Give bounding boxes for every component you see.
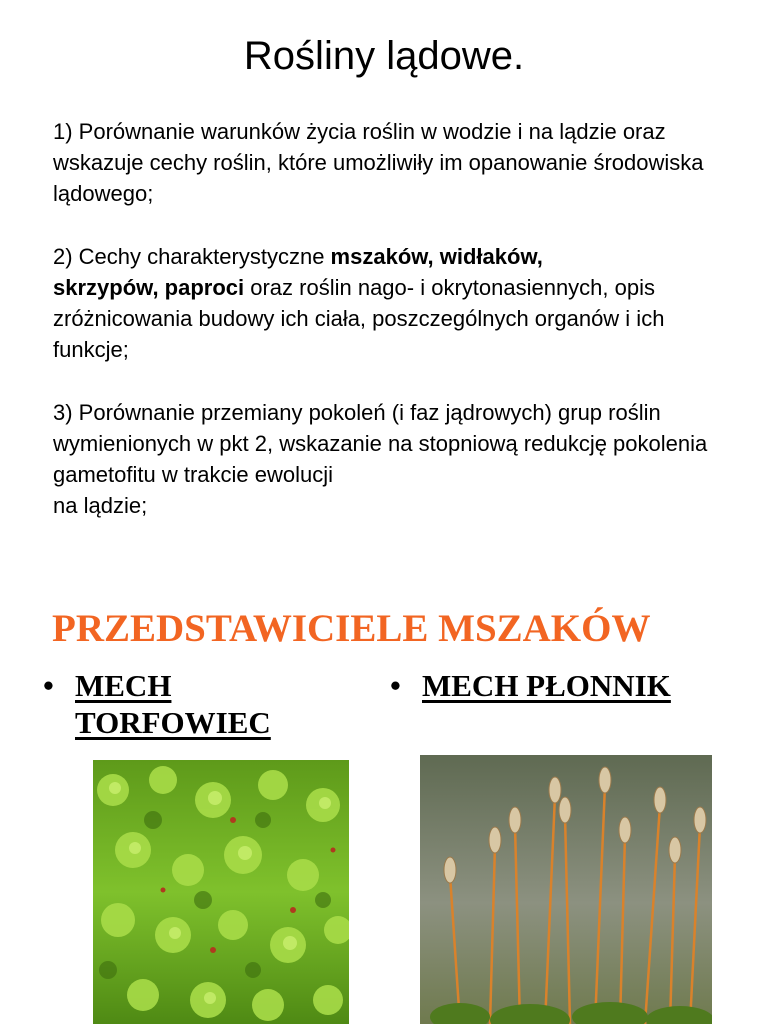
point-1 — [53, 116, 743, 209]
point-2-text-end: oraz roślin nago- i okrytonasiennych, opis zróżnicowania budowy ich ciała, poszczególnych organów i ich funkcje; — [53, 275, 665, 362]
polytrichum-moss-photo — [420, 755, 712, 1024]
bullet-torfowiec-label — [75, 667, 335, 741]
page-title: Rośliny lądowe. — [243, 34, 525, 78]
point-3 — [53, 397, 743, 521]
point-3-text: 3) Porównanie przemiany pokoleń (i faz jądrowych) grup roślin wymienionych w pkt 2, wskazanie na stopniową redukcję pokolenia gametofitu w trakcie ewolucji — [53, 400, 708, 487]
point-3-text-last: na lądzie; — [53, 493, 148, 518]
bullet-dot: • — [390, 668, 401, 703]
bullet-torfowiec-line1: MECH — [75, 668, 172, 703]
point-1-text: 1) Porównanie warunków życia roślin w wodzie i na lądzie oraz wskazuje cechy roślin, które umożliwiły im opanowanie środowiska lądowego; — [53, 119, 704, 206]
points-list — [53, 116, 743, 553]
sphagnum-moss-photo — [93, 760, 349, 1024]
bullet-plonnik-label: MECH PŁONNIK — [422, 668, 671, 703]
bullet-torfowiec-line2: TORFOWIEC — [75, 705, 271, 740]
bullet-dot: • — [43, 668, 54, 703]
point-2-bold-1: mszaków, widłaków, — [330, 244, 543, 269]
sphagnum-moss-image — [93, 760, 349, 1024]
point-2 — [53, 241, 743, 365]
point-2-bold-2: skrzypów, paproci — [53, 275, 245, 300]
polytrichum-moss-image — [420, 755, 712, 1024]
section-title: PRZEDSTAWICIELE MSZAKÓW — [52, 607, 651, 650]
point-2-text-start: 2) Cechy charakterystyczne — [53, 244, 331, 269]
